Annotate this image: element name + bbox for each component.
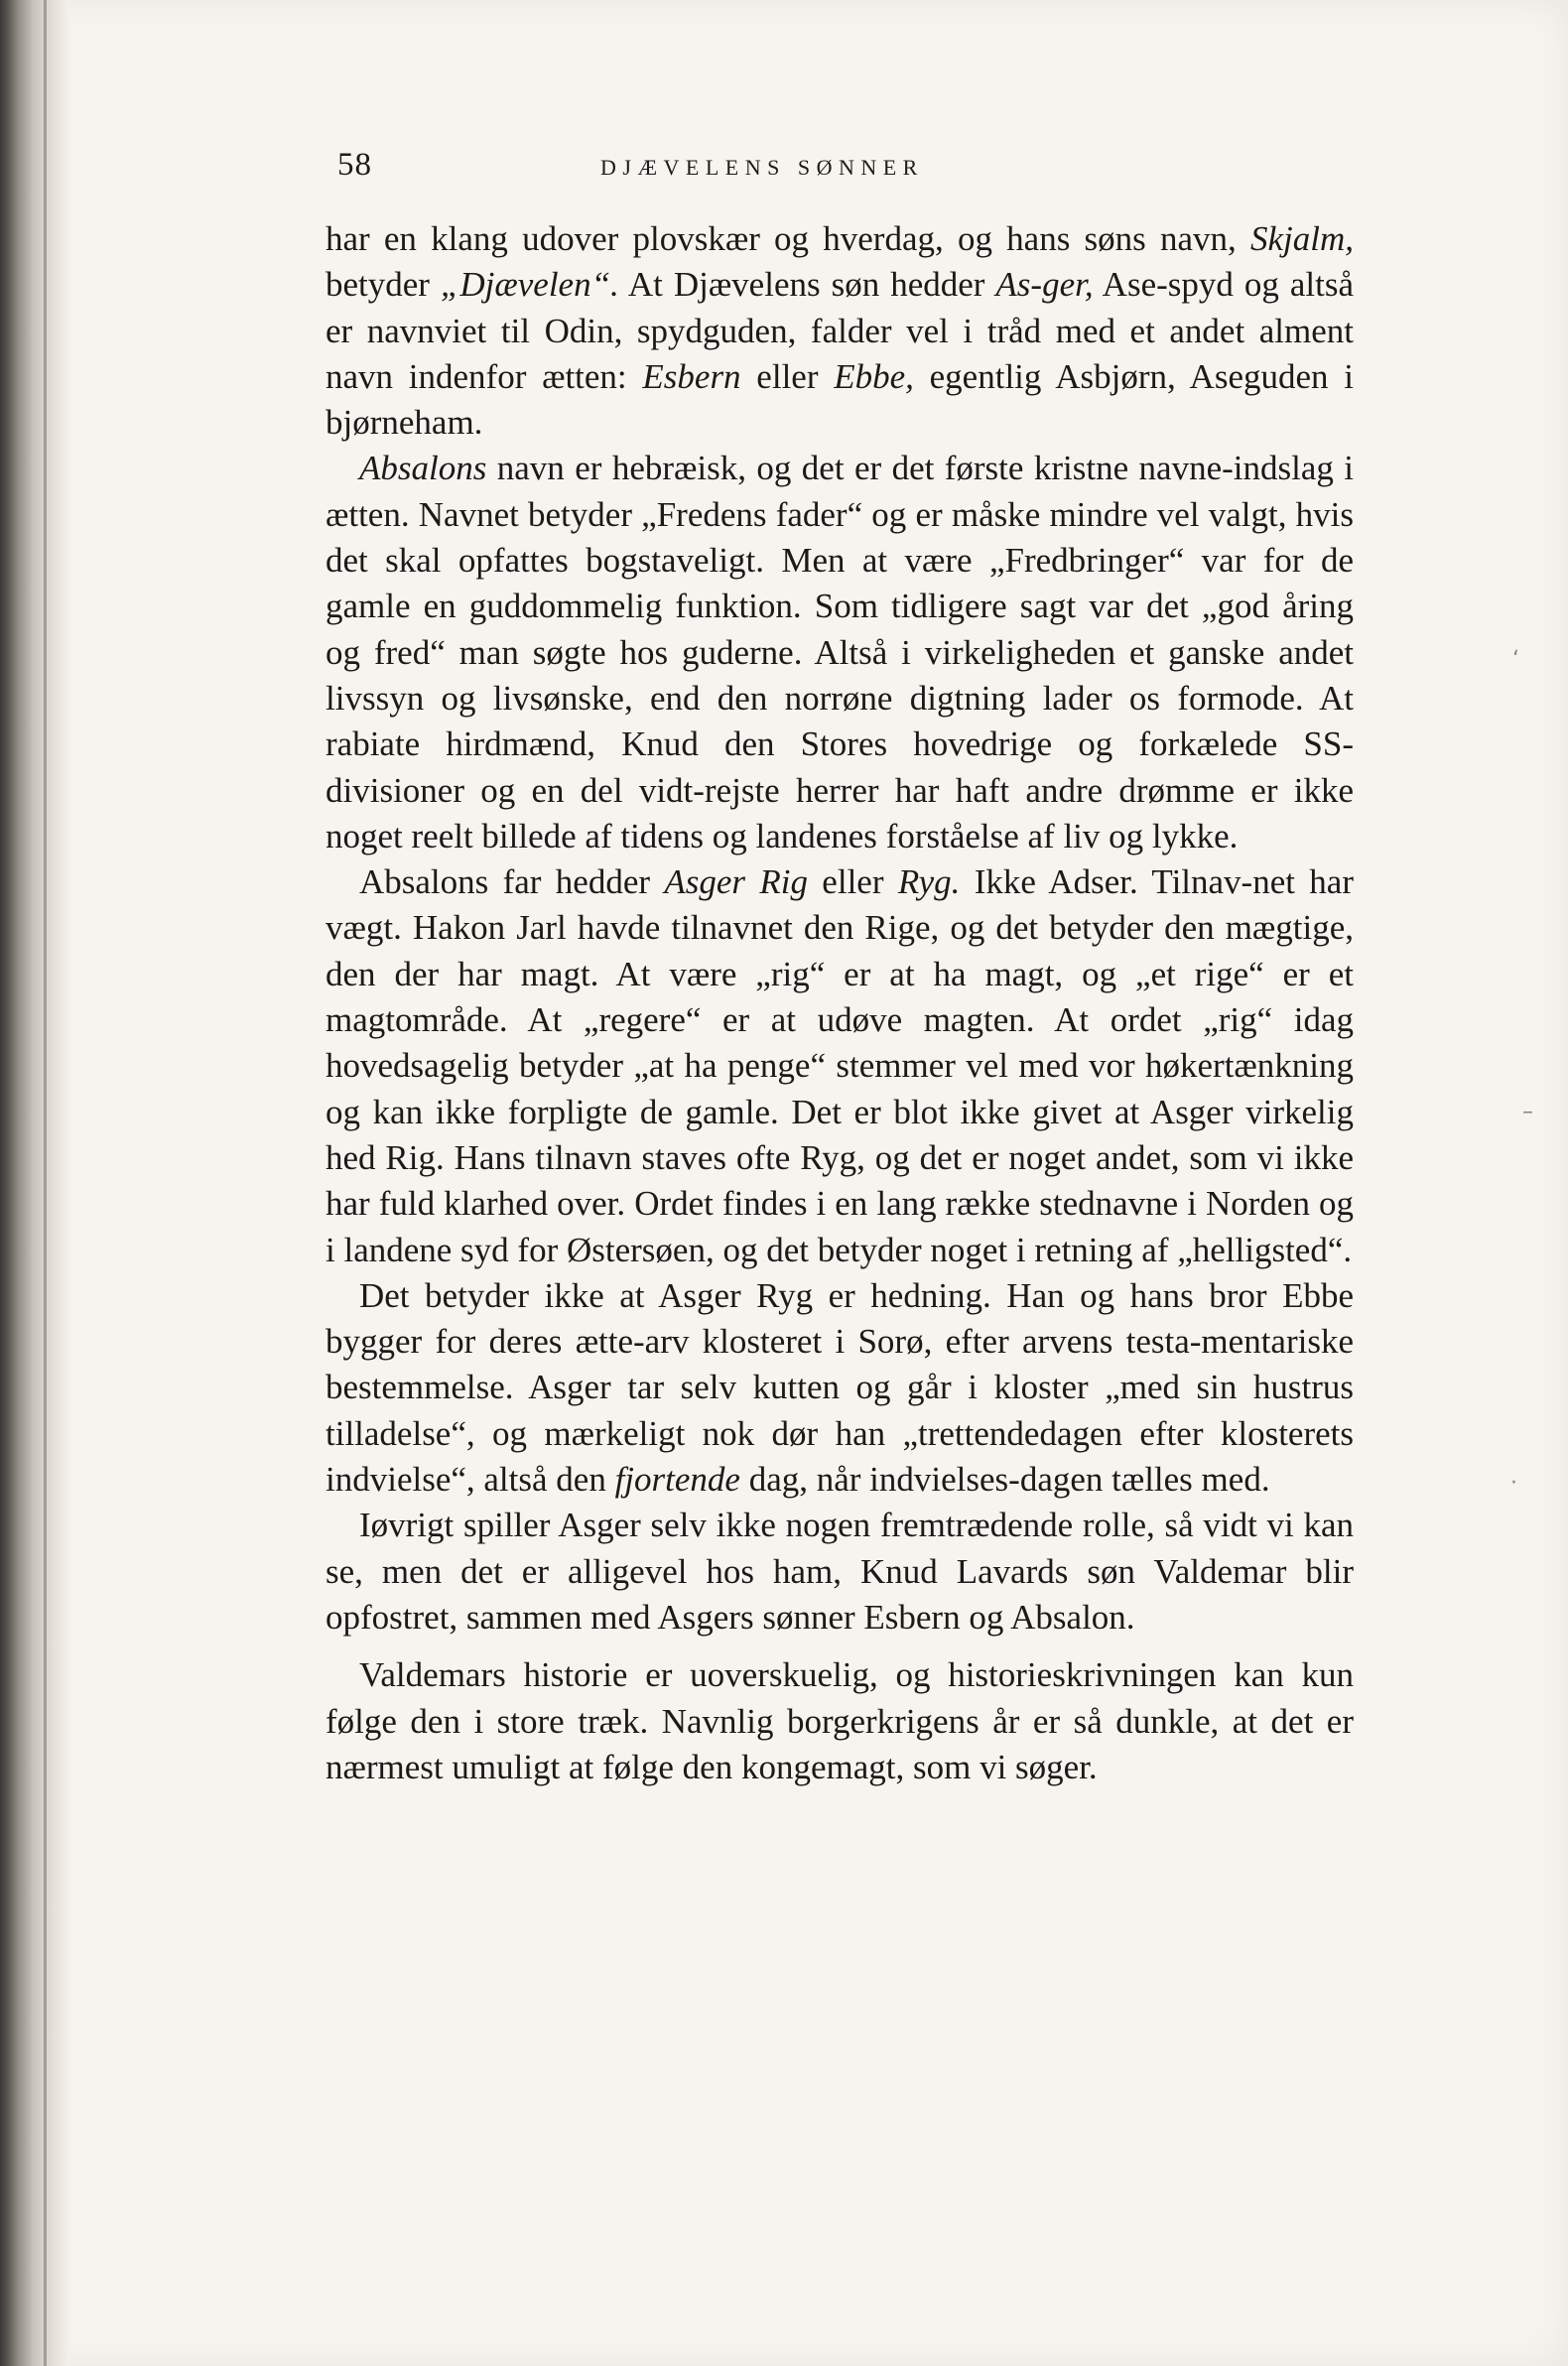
text-run: Ikke Adser. Tilnav-net har vægt. Hakon Jarl havde tilnavnet den Rige, og det betyder den mægtige, den der har magt. At være „rig“ er at ha magt, og „et rige“ er et magtområde. At „regere“ er at udøve magten. At ordet „rig“ idag hovedsagelig betyder „at ha penge“ stemmer vel med vor høkertænkning og kan ikke forpligte de gamle. Det er blot ikke givet at Asger virkelig hed Rig. Hans tilnavn staves ofte Ryg, og det er noget andet, som vi ikke har fuld klarhed over. Ordet findes i en lang række stednavne i Norden og i landene syd for Østersøen, og det betyder noget i retning af „helligsted“.: [326, 862, 1354, 1269]
text-run: navn er hebræisk, og det er det første kristne navne-indslag i ætten. Navnet betyder „Fredens fader“ og er måske mindre vel valgt, hvis det skal opfattes bogstaveligt. Men at være „Fredbringer“ var for de gamle en guddommelig funktion. Som tidligere sagt var det „god åring og fred“ man søgte hos guderne. Altså i virkeligheden et ganske andet livssyn og livsønske, end den norrøne digtning lader os formode. At rabiate hirdmænd, Knud den Stores hovedrige og forkælede SS-divisioner og en del vidt-rejste herrer har haft andre drømme er ikke noget reelt billede af tidens og landenes forståelse af liv og lykke.: [326, 449, 1354, 855]
running-title: DJÆVELENS SØNNER: [600, 155, 924, 180]
text-run: At Djævelens søn hedder: [618, 265, 996, 305]
text-run: egentlig Asbjørn, Aseguden i bjørneham.: [326, 356, 1354, 443]
page-number: 58: [337, 147, 372, 183]
italic-name-esbern: Esbern: [642, 356, 741, 396]
margin-dash: –: [1522, 1100, 1533, 1124]
paragraph-3: [326, 859, 1354, 1273]
italic-name-asger: As-ger,: [995, 265, 1094, 305]
italic-fjortende: fjortende: [614, 1460, 740, 1500]
paragraph-1: [326, 216, 1354, 446]
paragraph-4: [326, 1273, 1354, 1503]
margin-speck: ·: [1510, 1471, 1517, 1496]
body-text: [326, 216, 1354, 1790]
text-run: betyder: [326, 265, 441, 305]
text-run: har en klang udover plovskær og hverdag, og hans søns navn,: [326, 219, 1250, 258]
margin-speck: ‘: [1512, 647, 1519, 672]
text-run: Valdemars historie er uoverskuelig, og historieskrivningen kan kun følge den i store træk. Navnlig borgerkrigens år er så dunkle, at det er nærmest umuligt at følge den kongemagt, som vi søger.: [326, 1655, 1354, 1786]
italic-name-ebbe: Ebbe,: [834, 356, 914, 396]
text-run: Ase-spyd og altså er navnviet til Odin, spydguden, falder vel i tråd med et andet alment navn indenfor ætten:: [326, 265, 1354, 396]
paragraph-5: [326, 1503, 1354, 1641]
italic-name-skjalm: Skjalm,: [1249, 219, 1354, 258]
text-run: eller: [740, 356, 835, 396]
italic-djaevelen: „Djævelen“.: [440, 265, 619, 305]
italic-name-ryg: Ryg.: [897, 862, 961, 902]
book-spine-shadow: [0, 0, 69, 2366]
paragraph-2: [326, 446, 1354, 859]
italic-name-absalons: Absalons: [359, 449, 487, 488]
text-run: Absalons far hedder: [359, 862, 665, 902]
text-run: dag, når indvielses-dagen tælles med.: [739, 1460, 1270, 1500]
page-gutter-edge: [44, 0, 47, 2366]
text-run: Det betyder ikke at Asger Ryg er hedning. Han og hans bror Ebbe bygger for deres ætte-arv klosteret i Sorø, efter arvens testa-mentariske bestemmelse. Asger tar selv kutten og går i kloster „med sin hustrus tilladelse“, og mærkeligt nok dør han „trettendedagen efter klosterets indvielse“, altså den: [326, 1275, 1354, 1500]
italic-name-asger-rig: Asger Rig: [664, 862, 808, 902]
page-header: [337, 147, 1032, 195]
text-run: eller: [807, 862, 898, 902]
paragraph-6: [326, 1652, 1354, 1790]
text-run: Iøvrigt spiller Asger selv ikke nogen fremtrædende rolle, så vidt vi kan se, men det er alligevel hos ham, Knud Lavards søn Valdemar blir opfostret, sammen med Asgers sønner Esbern og Absalon.: [326, 1506, 1354, 1637]
